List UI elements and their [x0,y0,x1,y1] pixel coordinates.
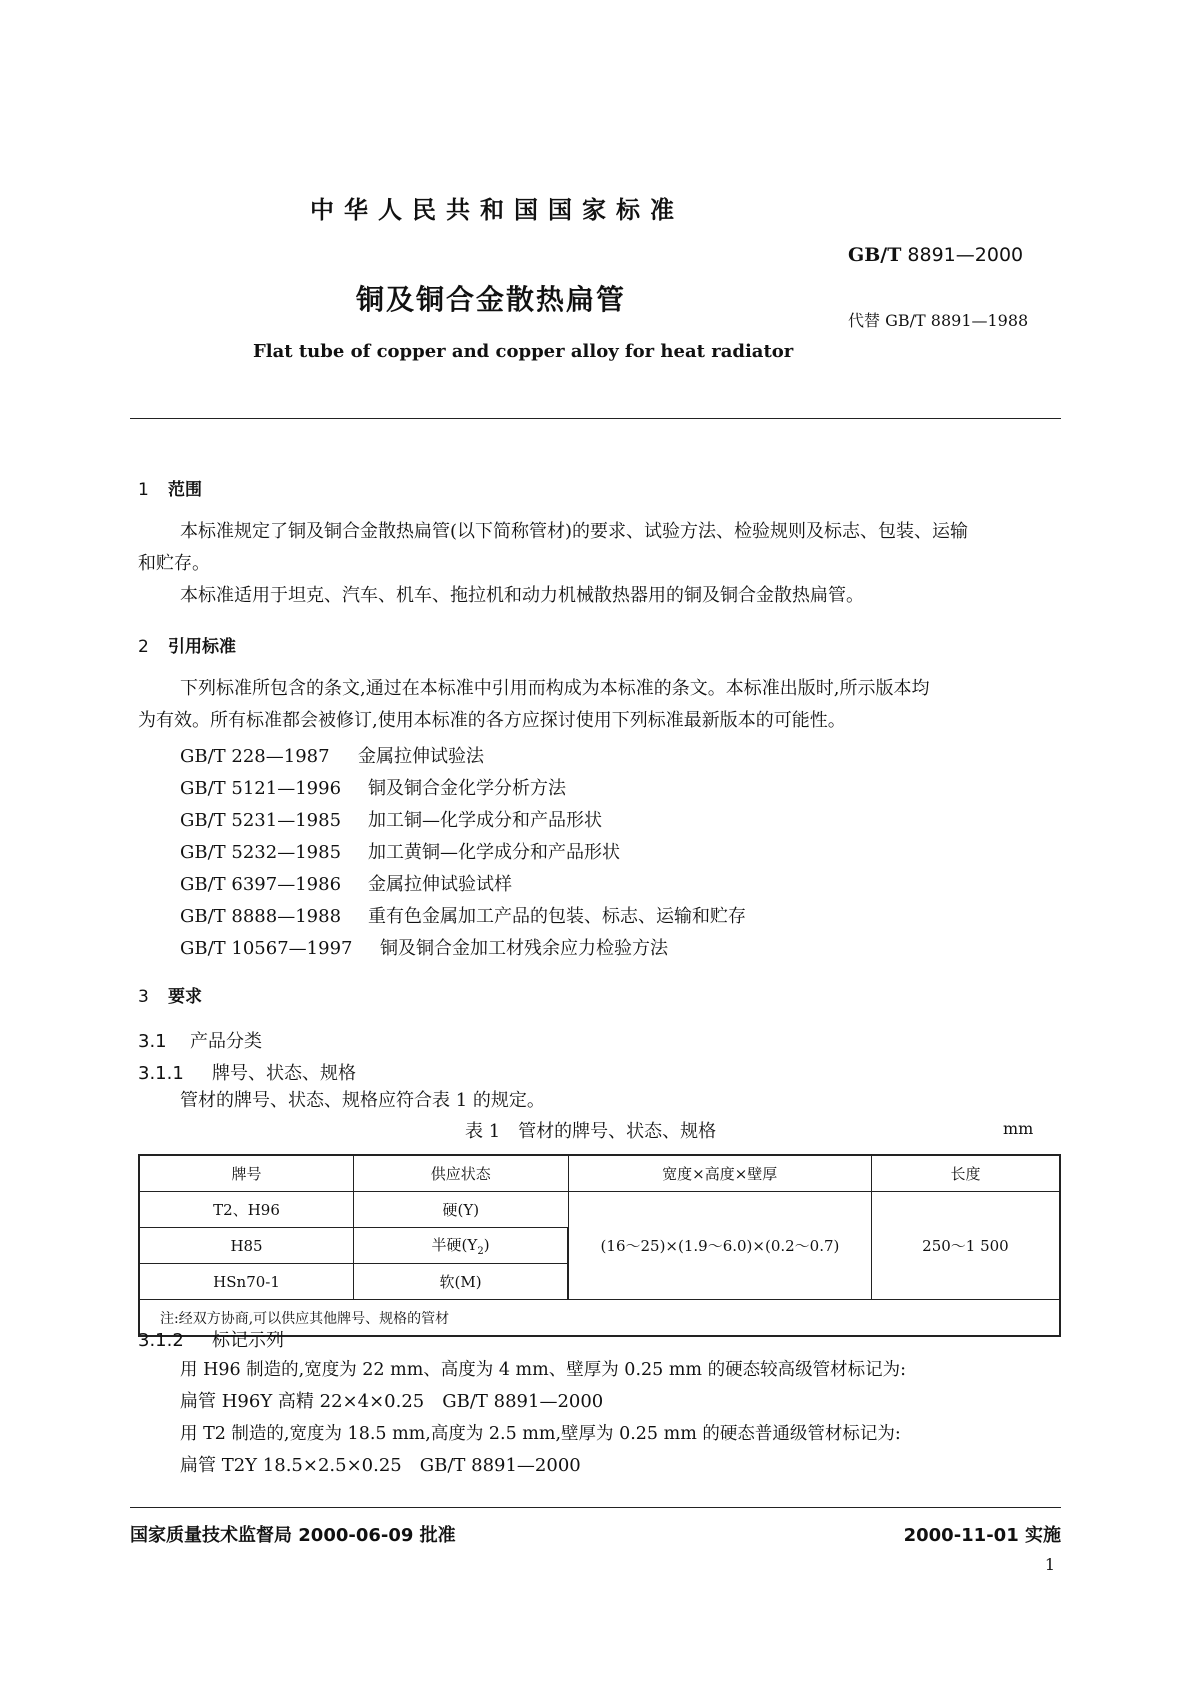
table-unit: mm [1003,1119,1034,1138]
subsection-3-1-1 [138,1059,356,1085]
section-3-heading [138,982,202,1007]
page-number: 1 [1044,1555,1055,1574]
paragraph-line: 本标准规定了铜及铜合金散热扁管(以下简称管材)的要求、试验方法、检验规则及标志、包装、运输 [180,521,969,542]
document-title-zh: 铜及铜合金散热扁管 [356,283,627,316]
header-divider [130,418,1061,419]
state-text: 半硬(Y [431,1236,478,1254]
paragraph-line: 下列标准所包含的条文,通过在本标准中引用而构成为本标准的条文。本标准出版时,所示版本均 [180,678,930,699]
section-number: 2 [138,637,149,657]
standard-number-value: 8891—2000 [907,244,1024,266]
reference-code: GB/T 8888—1988 [180,906,342,927]
reference-item [180,806,602,832]
subsection-number: 3.1.1 [138,1063,184,1084]
state-cell: 软(M) [354,1264,568,1300]
reference-item [180,742,484,768]
example-text: 用 T2 制造的,宽度为 18.5 mm,高度为 2.5 mm,壁厚为 0.25 mm 的硬态普通级管材标记为: [180,1424,901,1444]
grade-cell: T2、H96 [139,1192,354,1228]
section-2-heading [138,632,236,657]
reference-item [180,934,668,960]
table-header-cell: 供应状态 [354,1155,568,1192]
effective-date: 2000-11-01 实施 [903,1525,1061,1546]
section-title: 要求 [168,987,202,1007]
paragraph-line: 为有效。所有标准都会被修订,使用本标准的各方应探讨使用下列标准最新版本的可能性。 [138,710,846,731]
table-header-cell: 牌号 [139,1155,354,1192]
section-title: 范围 [168,480,202,500]
example-mark: 扁管 H96Y 高精 22×4×0.25 GB/T 8891—2000 [180,1391,604,1412]
reference-name: 金属拉伸试验法 [358,746,484,767]
reference-name: 铜及铜合金加工材残余应力检验方法 [380,938,668,959]
state-subscript: 2 [477,1246,484,1257]
paragraph-line: 和贮存。 [138,553,210,574]
table-caption: 表 1 管材的牌号、状态、规格 [465,1121,717,1142]
table-note: 注:经双方协商,可以供应其他牌号、规格的管材 [139,1300,1060,1337]
table-header-cell: 宽度×高度×壁厚 [568,1155,871,1192]
subsection-title: 标记示列 [212,1330,284,1351]
section-1-heading [138,475,202,500]
national-standard-title: 中华人民共和国国家标准 [310,196,684,224]
reference-code: GB/T 5232—1985 [180,842,342,863]
spec-table [138,1154,1061,1337]
reference-name: 加工铜—化学成分和产品形状 [368,810,602,831]
subsection-number: 3.1 [138,1031,167,1052]
state-cell: 硬(Y) [354,1192,568,1228]
section-title: 引用标准 [168,637,236,657]
reference-name: 重有色金属加工产品的包装、标志、运输和贮存 [368,906,746,927]
standard-number [848,244,1023,266]
table-row [139,1192,1060,1228]
reference-name: 加工黄铜—化学成分和产品形状 [368,842,620,863]
grade-cell: HSn70-1 [139,1264,354,1300]
paragraph: 本标准适用于坦克、汽车、机车、拖拉机和动力机械散热器用的铜及铜合金散热扁管。 [180,585,864,606]
grade-cell: H85 [139,1228,354,1264]
state-text-end: ) [483,1236,490,1254]
replaces-standard: 代替 GB/T 8891—1988 [848,311,1029,330]
reference-name: 铜及铜合金化学分析方法 [368,778,566,799]
standard-prefix: GB/T [848,244,902,266]
dimensions-cell: (16～25)×(1.9～6.0)×(0.2～0.7) [568,1192,871,1300]
example-text: 用 H96 制造的,宽度为 22 mm、高度为 4 mm、壁厚为 0.25 mm 的硬态较高级管材标记为: [180,1360,906,1380]
reference-code: GB/T 10567—1997 [180,938,353,959]
reference-item [180,870,512,896]
length-cell: 250～1 500 [871,1192,1060,1300]
subsection-3-1 [138,1027,262,1053]
reference-code: GB/T 228—1987 [180,746,330,767]
reference-name: 金属拉伸试验试样 [368,874,512,895]
reference-code: GB/T 6397—1986 [180,874,342,895]
table-header-cell: 长度 [871,1155,1060,1192]
state-cell [354,1228,568,1264]
paragraph: 管材的牌号、状态、规格应符合表 1 的规定。 [180,1090,545,1111]
subsection-title: 牌号、状态、规格 [212,1063,356,1084]
reference-item [180,902,746,928]
subsection-number: 3.1.2 [138,1330,184,1351]
approval-line: 国家质量技术监督局 2000-06-09 批准 [130,1525,456,1546]
reference-item [180,774,566,800]
subsection-title: 产品分类 [190,1031,262,1052]
table-header-row [139,1155,1060,1192]
footer-divider [130,1507,1061,1508]
example-mark: 扁管 T2Y 18.5×2.5×0.25 GB/T 8891—2000 [180,1455,581,1476]
reference-code: GB/T 5121—1996 [180,778,342,799]
section-number: 3 [138,987,149,1007]
section-number: 1 [138,480,149,500]
document-title-en: Flat tube of copper and copper alloy for heat radiator [253,341,794,362]
reference-code: GB/T 5231—1985 [180,810,342,831]
subsection-3-1-2 [138,1326,284,1352]
reference-item [180,838,620,864]
